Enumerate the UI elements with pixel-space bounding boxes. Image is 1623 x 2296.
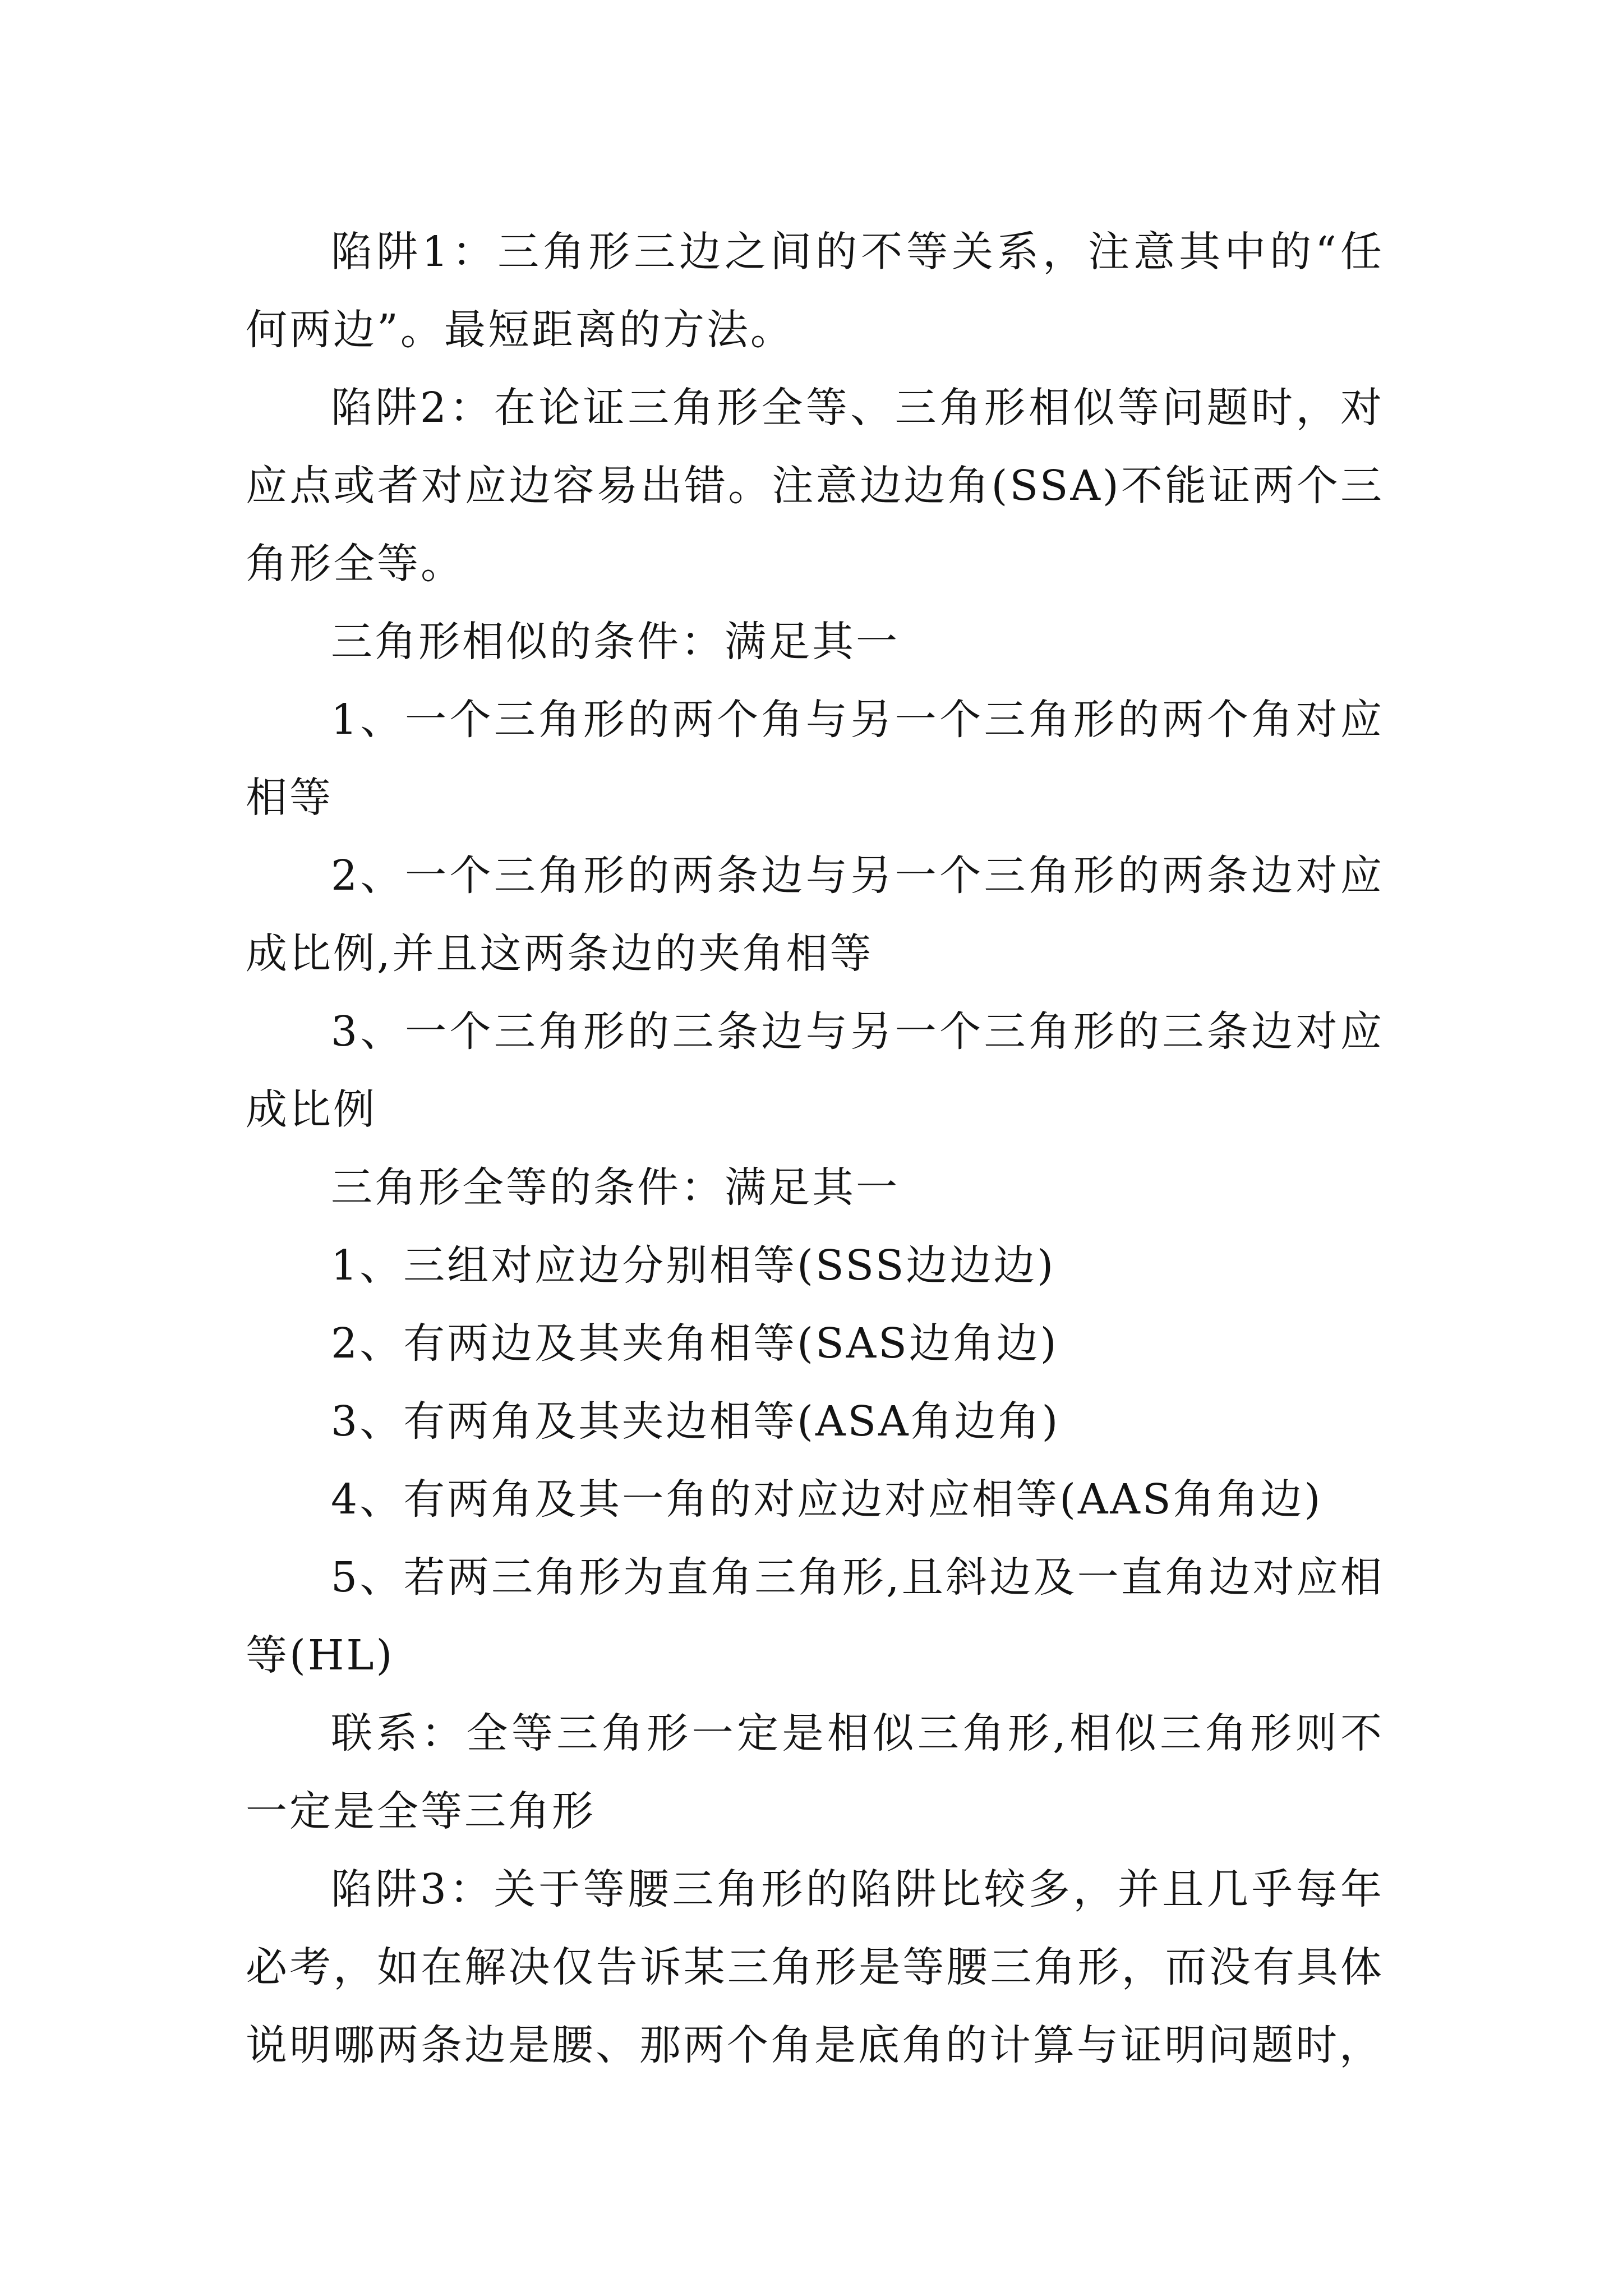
list-item-congruent-4: 4、有两角及其一角的对应边对应相等(AAS角角边)	[331, 1475, 1323, 1524]
paragraph-trap-2: 陷阱2：在论证三角形全等、三角形相似等问题时，对应点或者对应边容易出错。注意边边角(SSA)不能证两个三角形全等。	[246, 384, 1384, 588]
list-item-congruent-5: 5、若两三角形为直角三角形,且斜边及一直角边对应相等(HL)	[246, 1553, 1384, 1680]
paragraph-relation: 联系：全等三角形一定是相似三角形,相似三角形则不一定是全等三角形	[246, 1709, 1384, 1835]
document-body	[246, 213, 1384, 2085]
paragraph-trap-1: 陷阱1：三角形三边之间的不等关系，注意其中的“任何两边”。最短距离的方法。	[246, 228, 1384, 354]
paragraph-trap-3: 陷阱3：关于等腰三角形的陷阱比较多，并且几乎每年必考，如在解决仅告诉某三角形是等腰三角形，而没有具体说明哪两条边是腰、那两个角是底角的计算与证明问题时，	[246, 1865, 1384, 2069]
list-item-congruent-3: 3、有两角及其夹边相等(ASA角边角)	[331, 1397, 1061, 1446]
list-item-similar-2: 2、一个三角形的两条边与另一个三角形的两条边对应成比例,并且这两条边的夹角相等	[246, 852, 1384, 978]
list-item-similar-1: 1、一个三角形的两个角与另一个三角形的两个角对应相等	[246, 696, 1384, 822]
list-item-congruent-1: 1、三组对应边分别相等(SSS边边边)	[331, 1241, 1056, 1290]
heading-congruent-conditions: 三角形全等的条件：满足其一	[331, 1163, 900, 1212]
list-item-congruent-2: 2、有两边及其夹角相等(SAS边角边)	[331, 1319, 1059, 1368]
list-item-similar-3: 3、一个三角形的三条边与另一个三角形的三条边对应成比例	[246, 1007, 1384, 1134]
heading-similar-conditions: 三角形相似的条件：满足其一	[331, 618, 900, 666]
